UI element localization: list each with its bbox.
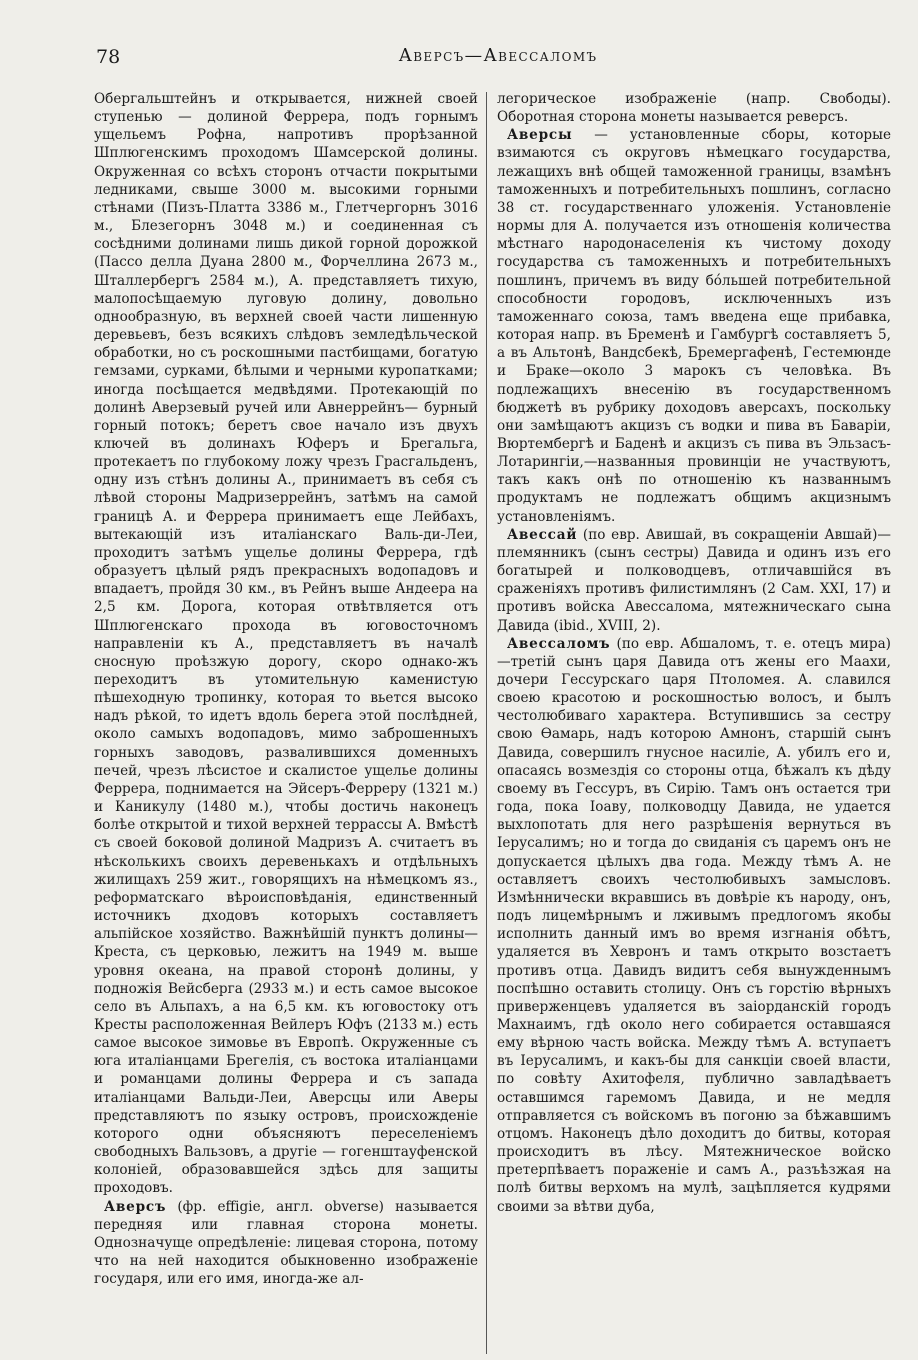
page-number: 78 [96,46,121,68]
entry-avers [94,1198,478,1289]
entry-avessalom-body: (по евр. Абшаломъ, т. е. отецъ мира)—третій сынъ царя Давида отъ жены его Маахи, дочери Гессурскаго царя Птоломея. А. славился своею красотою и роскошностью волосъ, и былъ честолюбиваго характера. Вступившись за сестру свою Ѳамарь, надъ которою Амнонъ, старшій сынъ Давида, совершилъ гнусное насиліе, А. убилъ его и, опасаясь возмездія со стороны отца, бѣжалъ къ дѣду своему въ Гессуръ, въ Сирію. Тамъ онъ остается три года, пока Іоаву, полководцу Давида, не удается выхлопотать для него разрѣшенія вернуться въ Іерусалимъ; но и тогда до свиданія съ царемъ онъ не допускается цѣлыхъ два года. Между тѣмъ А. не оставляетъ своихъ честолюбивыхъ замысловъ. Измѣннически вкравшись въ довѣріе къ народу, онъ, подъ лицемѣрнымъ и лживымъ предлогомъ якобы исполнить данный имъ во время изгнанія обѣтъ, удаляется въ Хевронъ и тамъ открыто возстаетъ противъ отца. Давидъ видитъ себя вынужденнымъ поспѣшно оставить столицу. Онъ съ горстію вѣрныхъ приверженцевъ удаляется въ заіорданскій городъ Махнаимъ, гдѣ около него собирается оставшаяся ему вѣрною часть войска. Между тѣмъ А. вступаетъ въ Іерусалимъ, и какъ-бы для санкціи своей власти, по совѣту Ахитофеля, публично завладѣваетъ оставшимся гаремомъ Давида, и не медля отправляется съ войскомъ въ погоню за бѣжавшимъ отцомъ. Наконецъ дѣло доходитъ до битвы, которая происходитъ въ лѣсу. Мятежническое войско претерпѣваетъ пораженіе и самъ А., разъѣзжая на полѣ битвы верхомъ на мулѣ, зацѣпляется кудрями своими за вѣтви дуба, [497,635,891,1215]
headword-avessalom: Авессаломъ [507,635,611,652]
paragraph-avers-valley: Обергальштейнъ и открывается, нижней своей ступенью — долиной Феррера, подъ горнымъ ущельемъ Рофна, напротивъ прорѣзанной Шплюгенскимъ проходомъ Шамсерской долины. Окруженная со всѣхъ сторонъ отчасти покрытыми ледниками, свыше 3000 м. высокими горными стѣнами (Пизъ-Платта 3386 м., Глетчергорнъ 3016 м., Блезегорнъ 3048 м.) и соединенная съ сосѣдними долинами лишь дикой горной дорожкой (Пассо делла Дуана 2800 м., Форчеллина 2673 м., Шталлербергъ 2584 м.), А. представляетъ тихую, малопосѣщаемую луговую долину, довольно однообразную, въ верхней своей части лишенную деревьевъ, безъ всякихъ слѣдовъ земледѣльческой обработки, но съ роскошными пастбищами, богатую гемзами, сурками, бѣлыми и черными куропатками; иногда посѣщается медвѣдями. Протекающій по долинѣ Аверзевый ручей или Авнеррейнъ— бурный горный потокъ; беретъ свое начало изъ двухъ ключей въ долинахъ Юферъ и Брегальга, протекаетъ по глубокому ложу чрезъ Грасгальденъ, одну изъ стѣнъ долины А., принимаетъ въ себя съ лѣвой стороны Мадризеррейнъ, затѣмъ на самой границѣ А. и Феррера принимаетъ еще Лейбахъ, вытекающій изъ италіанскаго Валь-ди-Леи, проходитъ затѣмъ ущелье долины Феррера, гдѣ образуетъ цѣлый рядъ прекрасныхъ водопадовъ и впадаетъ, пройдя 30 км., въ Рейнъ выше Андеера на 2,5 км. Дорога, которая отвѣтвляется отъ Шплюгенскаго прохода въ юговосточномъ направленіи къ А., представляетъ въ началѣ сносную проѣзжую дорогу, скоро однако-жъ переходитъ въ утомительную каменистую пѣшеходную тропинку, которая то вьется высоко надъ рѣкой, то идетъ вдоль берега этой послѣдней, около самыхъ водопадовъ, мимо заброшенныхъ горныхъ заводовъ, развалившихся доменныхъ печей, чрезъ лѣсистое и скалистое ущелье долины Феррера, поднимается на Эйсеръ-Ферреру (1321 м.) и Каникулу (1480 м.), чтобы достичь наконецъ болѣе открытой и тихой верхней террассы А. Вмѣстѣ съ своей боковой долиной Мадризъ А. считаетъ въ нѣсколькихъ своихъ деревенькахъ и отдѣльныхъ жилищахъ 259 жит., говорящихъ на нѣмецкомъ яз., реформатскаго вѣроисповѣданія, единственный источникъ дходовъ которыхъ составляетъ альпійское хозяйство. Важнѣйшій пунктъ долины—Креста, съ церковью, лежитъ на 1949 м. выше уровня океана, на правой сторонѣ долины, у подножія Вейсберга (2933 м.) и есть самое высокое село въ Альпахъ, а на 6,5 км. къ юговостоку отъ Кресты расположенная Вейлеръ Юфъ (2133 м.) есть самое высокое зимовье въ Европѣ. Окруженные съ юга италіанцами Брегелія, съ востока италіанцами и романцами долины Феррера и съ запада италіанцами Вальди-Леи, Аверсцы или Аверы представляютъ по языку островъ, происхожденіе которого одни объясняютъ переселеніемъ свободныхъ Вальзовъ, а другіе — гогенштауфенской колоніей, образовавшейся здѣсь для защиты проходовъ. [94,91,478,1197]
entry-avers-body: (фр. effigie, англ. obverse) называется передняя или главная сторона монеты. Однозначуще опредѣленіе: лицевая сторона, потому что на ней находится обыкновенно изображеніе государя, или его имя, иногда-же ал- [94,1198,478,1288]
headword-avers: Аверсъ [104,1198,167,1215]
headword-avessai: Авессай [507,526,578,543]
headword-aversy: Аверсы [507,127,573,144]
entry-aversy-body: — установленные сборы, которые взимаются съ округовъ нѣмецкаго государства, лежащихъ внѣ общей таможенной границы, взамѣнъ таможенныхъ и потребительныхъ пошлинъ, согласно 38 ст. государственнаго уложенія. Установленіе нормы для А. получается изъ отношенія количества мѣстнаго народонаселенія къ чистому доходу государства съ таможенныхъ и потребительныхъ пошлинъ, причемъ въ виду бóльшей потребительной способности городовъ, исключенныхъ изъ таможеннаго союза, тамъ введена еще прибавка, которая напр. въ Бременѣ и Гамбургѣ составляетъ 5, а въ Альтонѣ, Вандсбекѣ, Бремергафенѣ, Гестемюнде и Браке—около 3 марокъ съ человѣка. Въ подлежащихъ внесенію въ государственномъ бюджетѣ въ рубрику доходовъ аверсахъ, поскольку они замѣщаютъ акцизъ съ водки и пива въ Баваріи, Вюртембергѣ и Баденѣ и акцизъ съ пива въ Эльзасъ-Лотарингіи,—названныя провинціи не участвуютъ, такъ какъ онѣ по отношенію къ названнымъ продуктамъ не подлежатъ общимъ акцизнымъ установленіямъ. [497,127,891,525]
entry-aversy [497,126,891,525]
entry-avessalom [497,635,891,1216]
left-column [94,90,478,1355]
entry-avessai [497,526,891,635]
entry-avessai-body: (по евр. Авишай, въ сокращеніи Авшай)—племянникъ (сынъ сестры) Давида и одинъ изъ его богатырей и полководцевъ, отличавшійся въ сраженіяхъ противъ филистимлянъ (2 Сам. XXI, 17) и противъ войска Авессалома, мятежническаго сына Давида (ibid., XVIII, 2). [497,526,891,634]
page-header [96,46,900,76]
right-column [497,90,891,1355]
column-divider [486,92,487,1354]
running-title: Аверсъ—Авессаломъ [398,46,598,66]
paragraph-avers-continued: легорическое изображеніе (напр. Свободы). Оборотная сторона монеты называется реверсъ. [497,91,891,126]
